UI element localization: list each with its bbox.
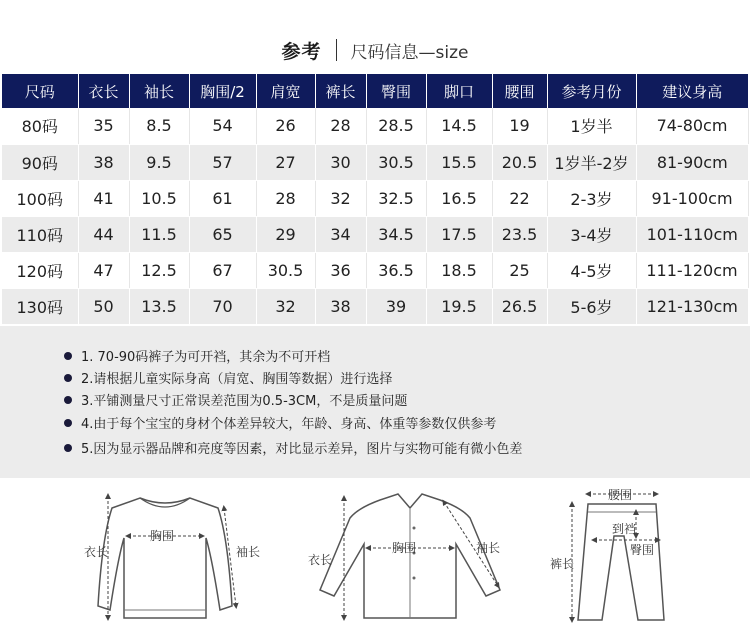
measurement-illustrations — [0, 478, 750, 641]
table-cell: 20.5 — [492, 144, 547, 180]
shirt-sleeve-label: 袖长 — [476, 541, 501, 555]
table-cell: 11.5 — [129, 216, 189, 252]
table-cell: 19 — [492, 108, 547, 144]
table-cell: 13.5 — [129, 288, 189, 324]
notes-panel — [0, 326, 750, 478]
table-cell: 130码 — [2, 288, 78, 324]
table-cell: 28 — [315, 108, 366, 144]
table-cell: 22 — [492, 180, 547, 216]
note-text: 5.因为显示器品牌和亮度等因素，对比显示差异，图片与实物可能有微小色差 — [81, 442, 523, 457]
sweater-length-label: 衣长 — [84, 545, 109, 559]
table-cell: 28.5 — [366, 108, 426, 144]
sweater-icon — [98, 498, 232, 618]
table-cell: 81-90cm — [636, 144, 748, 180]
table-cell: 100码 — [2, 180, 78, 216]
table-cell: 61 — [189, 180, 256, 216]
shirt-diagram — [308, 494, 500, 618]
table-cell: 16.5 — [426, 180, 492, 216]
table-cell: 26 — [256, 108, 315, 144]
sweater-diagram — [84, 496, 260, 618]
table-cell: 34 — [315, 216, 366, 252]
table-row — [2, 216, 748, 252]
bullet-icon — [64, 419, 72, 427]
header-size: 尺码 — [2, 74, 78, 108]
table-cell: 90码 — [2, 144, 78, 180]
table-cell: 28 — [256, 180, 315, 216]
table-cell: 1岁半 — [547, 108, 636, 144]
table-cell: 1岁半-2岁 — [547, 144, 636, 180]
table-cell: 74-80cm — [636, 108, 748, 144]
table-cell: 8.5 — [129, 108, 189, 144]
header-shoulder: 肩宽 — [256, 74, 315, 108]
table-row — [2, 108, 748, 144]
table-cell: 38 — [78, 144, 129, 180]
table-cell: 30 — [315, 144, 366, 180]
table-cell: 27 — [256, 144, 315, 180]
table-cell: 12.5 — [129, 252, 189, 288]
table-cell: 50 — [78, 288, 129, 324]
table-cell: 57 — [189, 144, 256, 180]
title-subtitle: 尺码信息—size — [350, 42, 469, 63]
table-cell: 47 — [78, 252, 129, 288]
note-text: 2.请根据儿童实际身高（肩宽、胸围等数据）进行选择 — [81, 372, 393, 387]
sweater-chest-label: 胸围 — [150, 529, 175, 543]
table-cell: 23.5 — [492, 216, 547, 252]
table-cell: 121-130cm — [636, 288, 748, 324]
table-cell: 19.5 — [426, 288, 492, 324]
note-text: 1. 70-90码裤子为可开裆，其余为不可开档 — [81, 350, 331, 365]
table-row — [2, 252, 748, 288]
table-cell: 26.5 — [492, 288, 547, 324]
table-cell: 35 — [78, 108, 129, 144]
table-cell: 32 — [315, 180, 366, 216]
table-row — [2, 288, 748, 324]
table-cell: 18.5 — [426, 252, 492, 288]
table-cell: 91-100cm — [636, 180, 748, 216]
header-hem: 脚口 — [426, 74, 492, 108]
table-cell: 14.5 — [426, 108, 492, 144]
table-cell: 4-5岁 — [547, 252, 636, 288]
table-cell: 15.5 — [426, 144, 492, 180]
table-cell: 3-4岁 — [547, 216, 636, 252]
note-item — [64, 413, 496, 432]
title-main: 参考 — [281, 40, 322, 63]
table-cell: 70 — [189, 288, 256, 324]
table-cell: 39 — [366, 288, 426, 324]
table-cell: 44 — [78, 216, 129, 252]
table-row — [2, 144, 748, 180]
note-text: 3.平铺测量尺寸正常误差范围为0.5-3CM，不是质量问题 — [81, 394, 408, 409]
table-cell: 30.5 — [366, 144, 426, 180]
pants-hip-label: 臀围 — [630, 543, 655, 557]
bullet-icon — [64, 374, 72, 382]
table-cell: 65 — [189, 216, 256, 252]
pants-rise-label: 到裆 — [612, 522, 637, 536]
header-height: 建议身高 — [636, 74, 748, 108]
note-item — [64, 390, 407, 409]
bullet-icon — [64, 396, 72, 404]
pants-waist-label: 腰围 — [608, 488, 633, 502]
table-cell: 34.5 — [366, 216, 426, 252]
header-hip: 臀围 — [366, 74, 426, 108]
header-sleeve: 袖长 — [129, 74, 189, 108]
table-cell: 29 — [256, 216, 315, 252]
table-cell: 80码 — [2, 108, 78, 144]
page-title — [0, 32, 750, 68]
table-cell: 111-120cm — [636, 252, 748, 288]
table-cell: 101-110cm — [636, 216, 748, 252]
pants-length-label: 裤长 — [550, 557, 575, 571]
pants-diagram — [550, 488, 664, 620]
table-cell: 2-3岁 — [547, 180, 636, 216]
header-chest: 胸围/2 — [189, 74, 256, 108]
table-cell: 36 — [315, 252, 366, 288]
table-cell: 17.5 — [426, 216, 492, 252]
table-cell: 32.5 — [366, 180, 426, 216]
header-pants-length: 裤长 — [315, 74, 366, 108]
table-cell: 9.5 — [129, 144, 189, 180]
header-length: 衣长 — [78, 74, 129, 108]
table-cell: 41 — [78, 180, 129, 216]
table-cell: 67 — [189, 252, 256, 288]
note-item — [64, 346, 330, 365]
title-divider — [336, 39, 337, 61]
table-cell: 30.5 — [256, 252, 315, 288]
size-table — [2, 74, 749, 325]
header-age: 参考月份 — [547, 74, 636, 108]
note-item — [64, 438, 522, 457]
bullet-icon — [64, 444, 72, 452]
measurement-diagram — [0, 478, 750, 641]
table-cell: 38 — [315, 288, 366, 324]
note-text: 4.由于每个宝宝的身材个体差异较大，年龄、身高、体重等参数仅供参考 — [81, 417, 497, 432]
table-row — [2, 180, 748, 216]
table-cell: 36.5 — [366, 252, 426, 288]
table-cell: 120码 — [2, 252, 78, 288]
table-cell: 10.5 — [129, 180, 189, 216]
table-cell: 25 — [492, 252, 547, 288]
table-cell: 54 — [189, 108, 256, 144]
table-cell: 110码 — [2, 216, 78, 252]
header-waist: 腰围 — [492, 74, 547, 108]
bullet-icon — [64, 352, 72, 360]
shirt-length-label: 衣长 — [308, 553, 333, 567]
sweater-sleeve-label: 袖长 — [236, 545, 261, 559]
table-cell: 5-6岁 — [547, 288, 636, 324]
table-header-row — [2, 74, 748, 108]
note-item — [64, 368, 392, 387]
table-cell: 32 — [256, 288, 315, 324]
shirt-chest-label: 胸围 — [392, 541, 417, 555]
